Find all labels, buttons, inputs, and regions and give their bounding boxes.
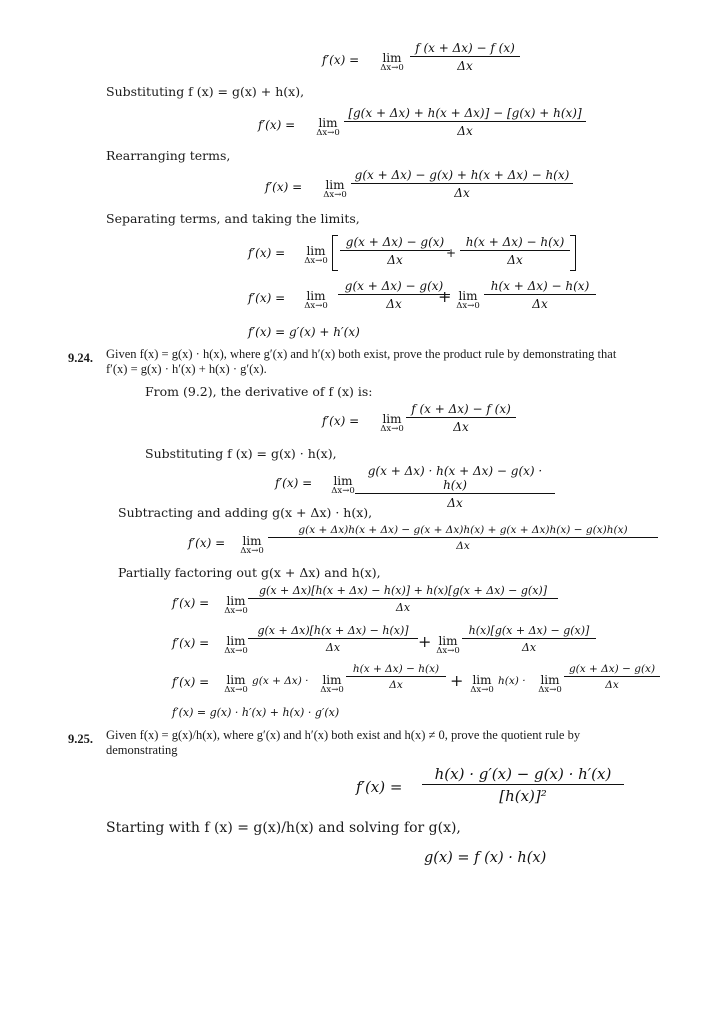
fraction-g: g(x + Δx) − g(x) Δx (564, 663, 660, 691)
plus-sign: + (446, 246, 457, 260)
equation-split-limits (172, 626, 602, 660)
problem-9-25-statement (68, 728, 93, 747)
problem-9-24-text-line2: f′(x) = g(x) · h′(x) + h(x) · g′(x). (106, 362, 267, 376)
limit-operator-2: lim Δx→0 (436, 634, 460, 656)
term-h: h(x) · (498, 675, 526, 687)
problem-number: 9.24. (68, 351, 93, 365)
fraction: g(x + Δx)[h(x + Δx) − h(x)] + h(x)[g(x + Δx) − g(x)] Δx (248, 584, 558, 614)
limit-operator-3: lim Δx→0 (470, 673, 494, 695)
fraction: f (x + Δx) − f (x) Δx (410, 41, 520, 73)
eq-lhs: f′(x) = (322, 414, 360, 428)
fraction-1: g(x + Δx)[h(x + Δx) − h(x)] Δx (248, 624, 418, 654)
equation-substituted (258, 108, 588, 142)
eq-lhs: f′(x) = (275, 476, 313, 490)
equation-evaluated-limits (172, 665, 662, 699)
left-bracket (332, 235, 338, 271)
limit-operator-2: lim Δx→0 (456, 289, 480, 311)
plus-sign: + (450, 671, 464, 690)
fraction-2: h(x)[g(x + Δx) − g(x)] Δx (462, 624, 596, 654)
equation-derivative-definition-924 (322, 402, 522, 438)
eq-lhs: f′(x) = (248, 246, 286, 260)
limit-operator: lim Δx→0 (224, 634, 248, 656)
problem-9-25-text-line1: Given f(x) = g(x)/h(x), where g′(x) and h′(x) both exist and h(x) ≠ 0, prove the quotient rule by (106, 728, 581, 742)
fraction-g: g(x + Δx) − g(x) Δx (338, 279, 450, 311)
equation-sum-rule-result: f′(x) = g′(x) + h′(x) (248, 325, 360, 339)
limit-operator: lim Δx→0 (240, 534, 264, 556)
limit-operator: lim Δx→0 (380, 412, 404, 434)
limit-operator: lim Δx→0 (380, 51, 404, 73)
equation-derivative-definition (322, 41, 522, 77)
fraction-h: h(x + Δx) − h(x) Δx (460, 235, 570, 267)
step-text-rearranging: Rearranging terms, (106, 148, 231, 163)
fraction: g(x + Δx) · h(x + Δx) − g(x) · h(x) Δx (355, 464, 555, 510)
eq-lhs: f′(x) = (265, 180, 303, 194)
fraction: h(x) · g′(x) − g(x) · h′(x) [h(x)]² (422, 765, 624, 805)
fraction: f (x + Δx) − f (x) Δx (406, 402, 516, 434)
equation-solve-for-g: g(x) = f (x) · h(x) (424, 850, 547, 866)
eq-lhs: f′(x) = (188, 536, 226, 550)
limit-operator: lim Δx→0 (304, 289, 328, 311)
eq-lhs: f′(x) = (172, 675, 210, 689)
term-g: g(x + Δx) · (252, 675, 309, 687)
problem-9-25-text-line2: demonstrating (106, 743, 178, 757)
step-text-subtract-add: Subtracting and adding g(x + Δx) · h(x), (118, 505, 373, 520)
limit-operator-4: lim Δx→0 (538, 673, 562, 695)
plus-sign: + (438, 287, 452, 306)
problem-number: 9.25. (68, 732, 93, 746)
eq-lhs: f′(x) = (172, 636, 210, 650)
problem-9-24-text-line1: Given f(x) = g(x) · h(x), where g′(x) and h′(x) both exist, prove the product rule by demonstrating that (106, 347, 617, 361)
step-text-starting: Starting with f (x) = g(x)/h(x) and solving for g(x), (106, 820, 461, 836)
equation-factored (172, 584, 572, 620)
limit-operator-2: lim Δx→0 (320, 673, 344, 695)
fraction: [g(x + Δx) + h(x + Δx)] − [g(x) + h(x)] Δx (344, 106, 586, 138)
fraction-g: g(x + Δx) − g(x) Δx (340, 235, 450, 267)
step-text-substituting-product: Substituting f (x) = g(x) · h(x), (145, 446, 337, 461)
fraction-h: h(x + Δx) − h(x) Δx (346, 663, 446, 691)
equation-subtract-add (188, 524, 668, 560)
step-text-separating: Separating terms, and taking the limits, (106, 211, 360, 226)
limit-operator: lim Δx→0 (331, 474, 355, 496)
eq-lhs: f′(x) = (248, 291, 286, 305)
equation-product-rule-result: f′(x) = g(x) · h′(x) + h(x) · g′(x) (172, 706, 340, 719)
fraction: g(x + Δx) − g(x) + h(x + Δx) − h(x) Δx (351, 168, 573, 200)
limit-operator: lim Δx→0 (304, 244, 328, 266)
limit-operator: lim Δx→0 (224, 673, 248, 695)
step-text-substituting: Substituting f (x) = g(x) + h(x), (106, 84, 305, 99)
equation-quotient-rule-goal (356, 765, 636, 813)
limit-operator: lim Δx→0 (224, 594, 248, 616)
equation-separated-limits (248, 281, 598, 317)
limit-operator: lim Δx→0 (316, 116, 340, 138)
problem-9-24-statement (68, 347, 93, 366)
equation-substituted-product (275, 464, 565, 510)
eq-lhs: f′(x) = (172, 596, 210, 610)
limit-operator: lim Δx→0 (323, 178, 347, 200)
step-text-partial-factor: Partially factoring out g(x + Δx) and h(x), (118, 565, 381, 580)
eq-lhs: f′(x) = (322, 53, 360, 67)
right-bracket (570, 235, 576, 271)
eq-lhs: f′(x) = (258, 118, 296, 132)
eq-lhs: f′(x) = (356, 778, 403, 796)
fraction-h: h(x + Δx) − h(x) Δx (484, 279, 596, 311)
equation-separated-bracket (248, 234, 588, 274)
step-text-from-9-2: From (9.2), the derivative of f (x) is: (145, 384, 373, 399)
plus-sign: + (418, 632, 432, 651)
fraction: g(x + Δx)h(x + Δx) − g(x + Δx)h(x) + g(x + Δx)h(x) − g(x)h(x) Δx (268, 524, 658, 552)
equation-rearranged (265, 170, 585, 204)
